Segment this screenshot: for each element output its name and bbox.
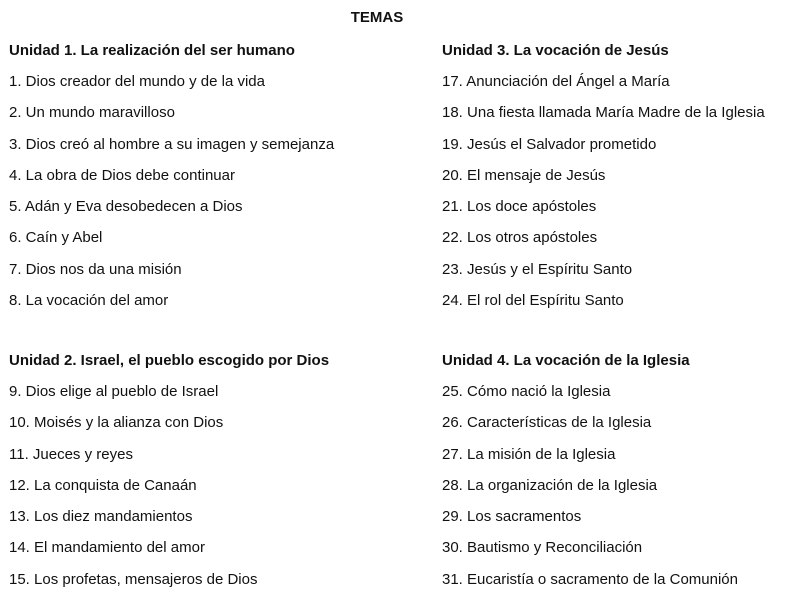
- list-item: 6. Caín y Abel: [9, 229, 103, 247]
- list-item: 1. Dios creador del mundo y de la vida: [9, 73, 265, 90]
- list-item: 29. Los sacramentos: [442, 508, 582, 526]
- list-item: 31. Eucaristía o sacramento de la Comunión: [442, 570, 738, 588]
- list-item: 30. Bautismo y Reconciliación: [442, 539, 643, 557]
- list-item: 18. Una fiesta llamada María Madre de la Iglesia: [442, 104, 765, 122]
- list-item: 22. Los otros apóstoles: [442, 229, 598, 247]
- topic-list: [442, 381, 800, 600]
- unit-heading: Unidad 3. La vocación de Jesús: [442, 42, 669, 59]
- list-item: 27. La misión de la Iglesia: [442, 445, 616, 463]
- page-title: TEMAS: [350, 9, 404, 26]
- unit-heading: Unidad 4. La vocación de la Iglesia: [442, 352, 690, 369]
- list-item: 14. El mandamiento del amor: [9, 539, 205, 557]
- unit-4: [442, 350, 800, 600]
- list-item: 7. Dios nos da una misión: [9, 260, 182, 278]
- list-item: 24. El rol del Espíritu Santo: [442, 292, 624, 310]
- list-item: 17. Anunciación del Ángel a María: [442, 73, 670, 90]
- list-item: 26. Características de la Iglesia: [442, 414, 652, 432]
- list-item: 13. Los diez mandamientos: [9, 508, 193, 526]
- topic-list: [442, 71, 800, 321]
- list-item: 25. Cómo nació la Iglesia: [442, 383, 611, 400]
- list-item: 2. Un mundo maravilloso: [9, 104, 175, 122]
- topic-list: [9, 381, 379, 600]
- unit-heading: Unidad 1. La realización del ser humano: [9, 42, 295, 59]
- list-item: 8. La vocación del amor: [9, 292, 169, 310]
- list-item: 5. Adán y Eva desobedecen a Dios: [9, 198, 243, 216]
- topic-list: [9, 71, 379, 321]
- unit-1: [9, 40, 379, 321]
- list-item: 28. La organización de la Iglesia: [442, 476, 658, 494]
- unit-3: [442, 40, 800, 321]
- list-item: 4. La obra de Dios debe continuar: [9, 166, 235, 184]
- list-item: 20. El mensaje de Jesús: [442, 166, 606, 184]
- list-item: 12. La conquista de Canaán: [9, 476, 197, 494]
- list-item: 23. Jesús y el Espíritu Santo: [442, 260, 633, 278]
- list-item: 10. Moisés y la alianza con Dios: [9, 414, 224, 432]
- list-item: 3. Dios creó al hombre a su imagen y semejanza: [9, 135, 335, 153]
- list-item: 19. Jesús el Salvador prometido: [442, 135, 657, 153]
- list-item: 11. Jueces y reyes: [9, 445, 133, 463]
- list-item: 15. Los profetas, mensajeros de Dios: [9, 570, 258, 588]
- list-item: 21. Los doce apóstoles: [442, 198, 597, 216]
- unit-heading: Unidad 2. Israel, el pueblo escogido por Dios: [9, 352, 330, 369]
- unit-2: [9, 350, 379, 600]
- list-item: 9. Dios elige al pueblo de Israel: [9, 383, 219, 400]
